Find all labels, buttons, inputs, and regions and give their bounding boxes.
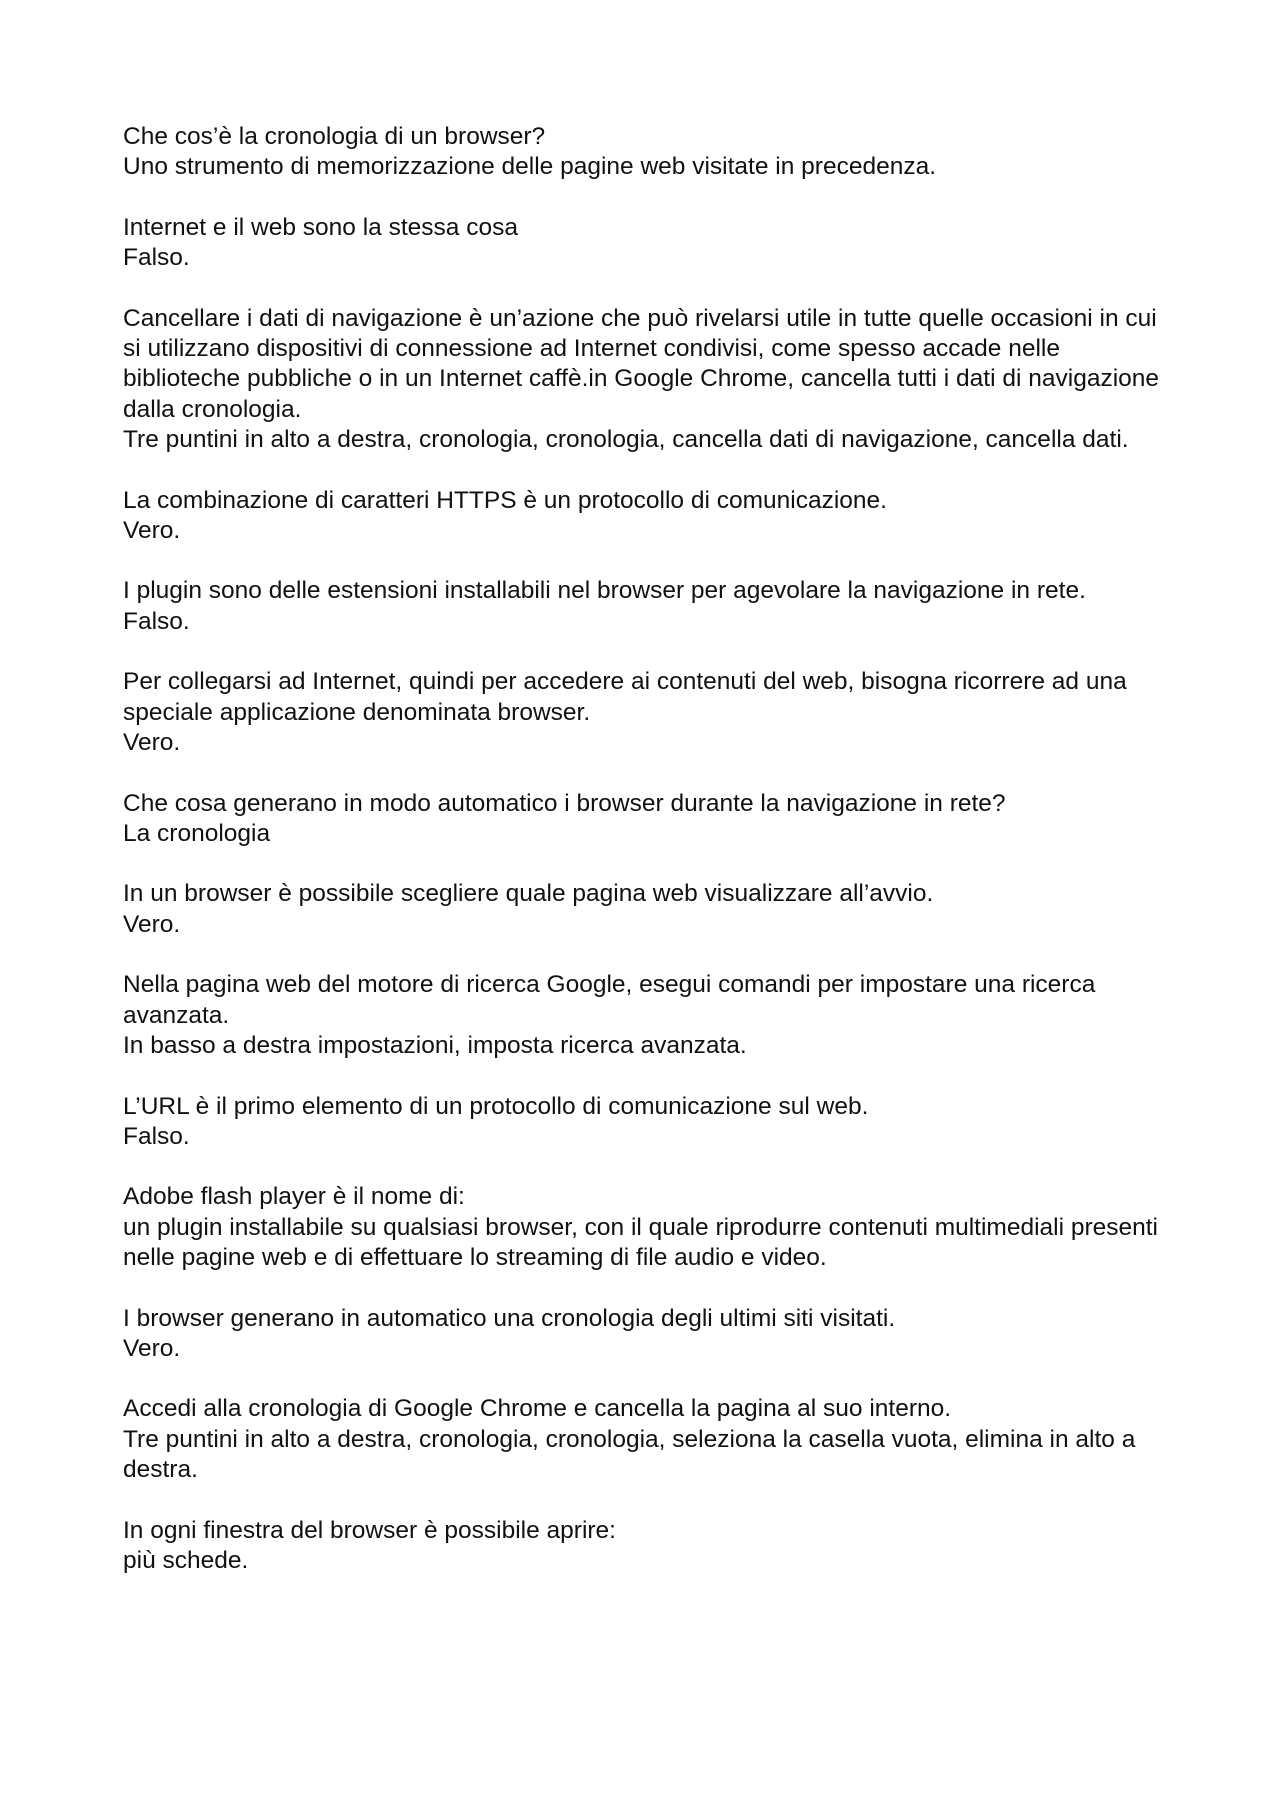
qa-item	[123, 213, 1173, 274]
question-text: Che cosa generano in modo automatico i browser durante la navigazione in rete?	[123, 789, 1006, 817]
question-text: I browser generano in automatico una cronologia degli ultimi siti visitati.	[123, 1304, 896, 1332]
answer-text: Falso.	[123, 244, 190, 272]
question-text: In un browser è possibile scegliere quale pagina web visualizzare all’avvio.	[123, 880, 934, 908]
answer-text: Tre puntini in alto a destra, cronologia, cronologia, seleziona la casella vuota, elimina in alto a destra.	[123, 1425, 1136, 1484]
answer-text: Uno strumento di memorizzazione delle pagine web visitate in precedenza.	[123, 153, 937, 181]
qa-item	[123, 1394, 1173, 1485]
qa-item	[123, 486, 1173, 547]
qa-item	[123, 576, 1173, 637]
answer-text: Vero.	[123, 910, 181, 938]
qa-item	[123, 667, 1173, 758]
question-text: La combinazione di caratteri HTTPS è un protocollo di comunicazione.	[123, 486, 887, 514]
answer-text: In basso a destra impostazioni, imposta ricerca avanzata.	[123, 1031, 747, 1059]
question-text: Adobe flash player è il nome di:	[123, 1183, 465, 1211]
question-text: Cancellare i dati di navigazione è un’azione che può rivelarsi utile in tutte quelle occasioni in cui si utilizzano dispositivi di connessione ad Internet condivisi, come spesso accade nelle biblioteche pubbliche o in un Internet caffè.in Google Chrome, cancella tutti i dati di navigazione dalla cronologia.	[123, 304, 1160, 423]
answer-text: Vero.	[123, 728, 181, 756]
question-text: Accedi alla cronologia di Google Chrome e cancella la pagina al suo interno.	[123, 1395, 952, 1423]
answer-text: Falso.	[123, 607, 190, 635]
answer-text: più schede.	[123, 1546, 249, 1574]
document-body	[123, 122, 1173, 1607]
qa-item	[123, 1182, 1173, 1273]
question-text: L’URL è il primo elemento di un protocollo di comunicazione sul web.	[123, 1092, 869, 1120]
question-text: I plugin sono delle estensioni installabili nel browser per agevolare la navigazione in rete.	[123, 577, 1086, 605]
answer-text: Falso.	[123, 1122, 190, 1150]
qa-item	[123, 122, 1173, 183]
question-text: Internet e il web sono la stessa cosa	[123, 213, 518, 241]
qa-item	[123, 304, 1173, 455]
qa-item	[123, 1304, 1173, 1365]
question-text: Per collegarsi ad Internet, quindi per accedere ai contenuti del web, bisogna ricorrere ad una speciale applicazione denominata browser.	[123, 668, 1127, 726]
answer-text: Vero.	[123, 1334, 181, 1362]
answer-text: un plugin installabile su qualsiasi browser, con il quale riprodurre contenuti multimediali presenti nelle pagine web e di effettuare lo streaming di file audio e video.	[123, 1213, 1159, 1271]
answer-text: Vero.	[123, 516, 181, 544]
qa-item	[123, 789, 1173, 850]
question-text: In ogni finestra del browser è possibile aprire:	[123, 1516, 616, 1544]
answer-text: Tre puntini in alto a destra, cronologia, cronologia, cancella dati di navigazione, cancella dati.	[123, 425, 1129, 453]
qa-item	[123, 879, 1173, 940]
question-text: Che cos’è la cronologia di un browser?	[123, 123, 546, 150]
question-text: Nella pagina web del motore di ricerca Google, esegui comandi per impostare una ricerca avanzata.	[123, 971, 1096, 1029]
answer-text: La cronologia	[123, 819, 271, 847]
qa-item	[123, 1092, 1173, 1153]
qa-item	[123, 970, 1173, 1061]
qa-item	[123, 1516, 1173, 1577]
